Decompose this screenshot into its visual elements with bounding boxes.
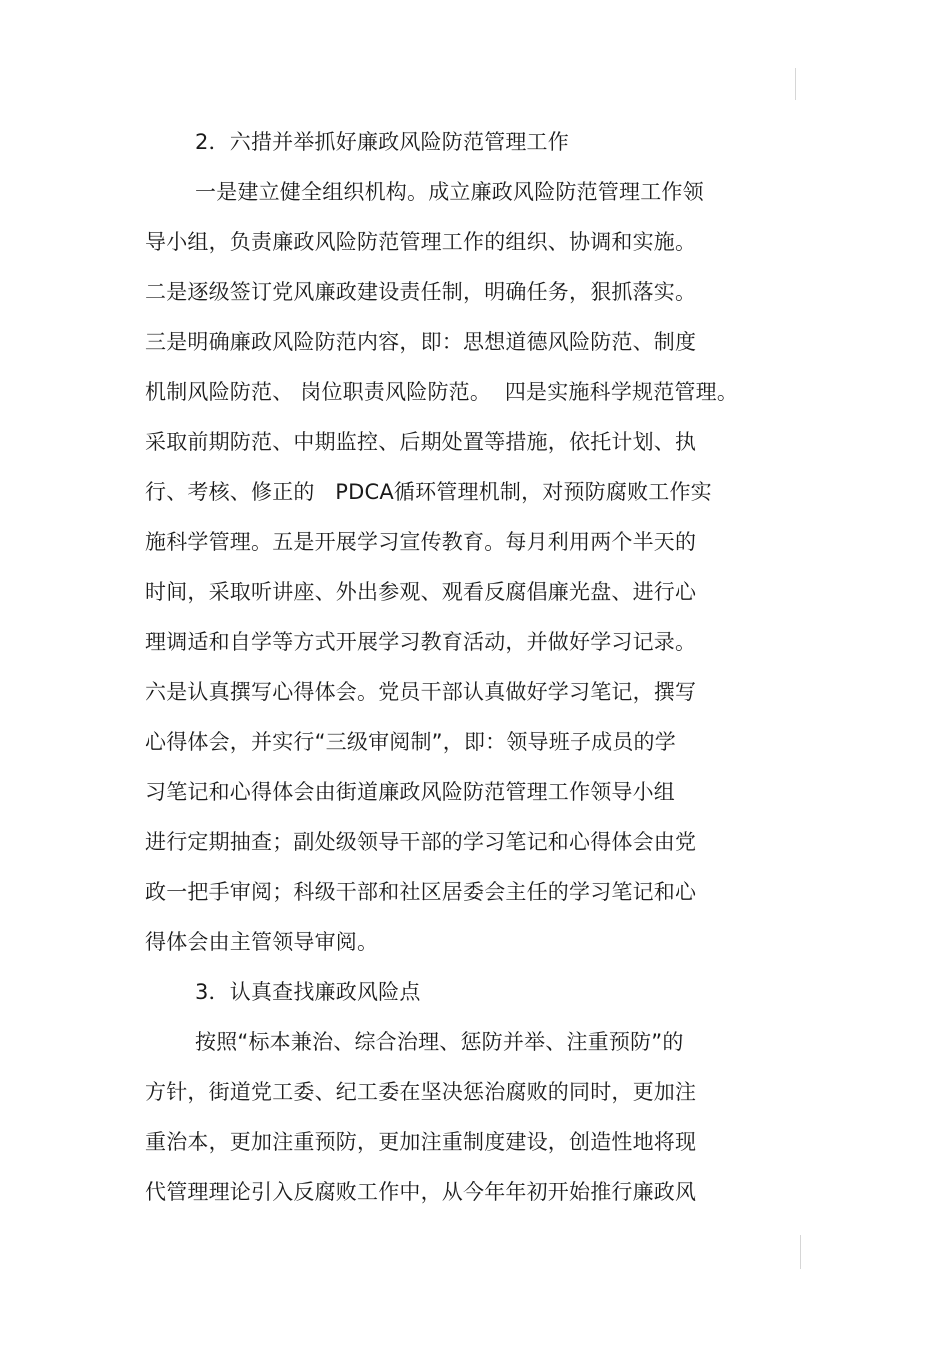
paragraph-line: 政一把手审阅；科级干部和社区居委会主任的学习笔记和心: [145, 880, 697, 904]
paragraph-line: 机制风险防范、 岗位职责风险防范。 四是实施科学规范管理。: [145, 380, 739, 404]
paragraph-line: 二是逐级签订党风廉政建设责任制，明确任务，狠抓落实。: [145, 280, 697, 304]
paragraph-line: 施科学管理。五是开展学习宣传教育。每月利用两个半天的: [145, 530, 697, 554]
paragraph-line: 习笔记和心得体会由街道廉政风险防范管理工作领导小组: [145, 780, 675, 804]
paragraph-line: 方针，街道党工委、纪工委在坚决惩治腐败的同时，更加注: [145, 1080, 697, 1104]
paragraph-line: 进行定期抽查；副处级领导干部的学习笔记和心得体会由党: [145, 830, 697, 854]
scan-edge-mark-bottom: [800, 1235, 801, 1269]
section-heading-2: 2．六措并举抓好廉政风险防范管理工作: [195, 130, 569, 154]
paragraph-line: 理调适和自学等方式开展学习教育活动，并做好学习记录。: [145, 630, 697, 654]
paragraph-line: 采取前期防范、中期监控、后期处置等措施，依托计划、执: [145, 430, 697, 454]
section-heading-3: 3．认真查找廉政风险点: [195, 980, 421, 1004]
paragraph-line: 心得体会，并实行“三级审阅制”，即：领导班子成员的学: [145, 730, 676, 754]
scan-edge-mark-top: [795, 68, 796, 100]
paragraph-line: 六是认真撰写心得体会。党员干部认真做好学习笔记，撰写: [145, 680, 697, 704]
paragraph-line: 三是明确廉政风险防范内容，即：思想道德风险防范、制度: [145, 330, 697, 354]
paragraph-line: 一是建立健全组织机构。成立廉政风险防范管理工作领: [195, 180, 704, 204]
paragraph-line: 代管理理论引入反腐败工作中，从今年年初开始推行廉政风: [145, 1180, 697, 1204]
paragraph-line: 得体会由主管领导审阅。: [145, 930, 379, 954]
paragraph-line: 行、考核、修正的 PDCA循环管理机制，对预防腐败工作实: [145, 480, 712, 504]
paragraph-line: 导小组，负责廉政风险防范管理工作的组织、协调和实施。: [145, 230, 697, 254]
paragraph-line: 按照“标本兼治、综合治理、惩防并举、注重预防”的: [195, 1030, 684, 1054]
paragraph-line: 重治本，更加注重预防，更加注重制度建设，创造性地将现: [145, 1130, 697, 1154]
paragraph-line: 时间，采取听讲座、外出参观、观看反腐倡廉光盘、进行心: [145, 580, 697, 604]
